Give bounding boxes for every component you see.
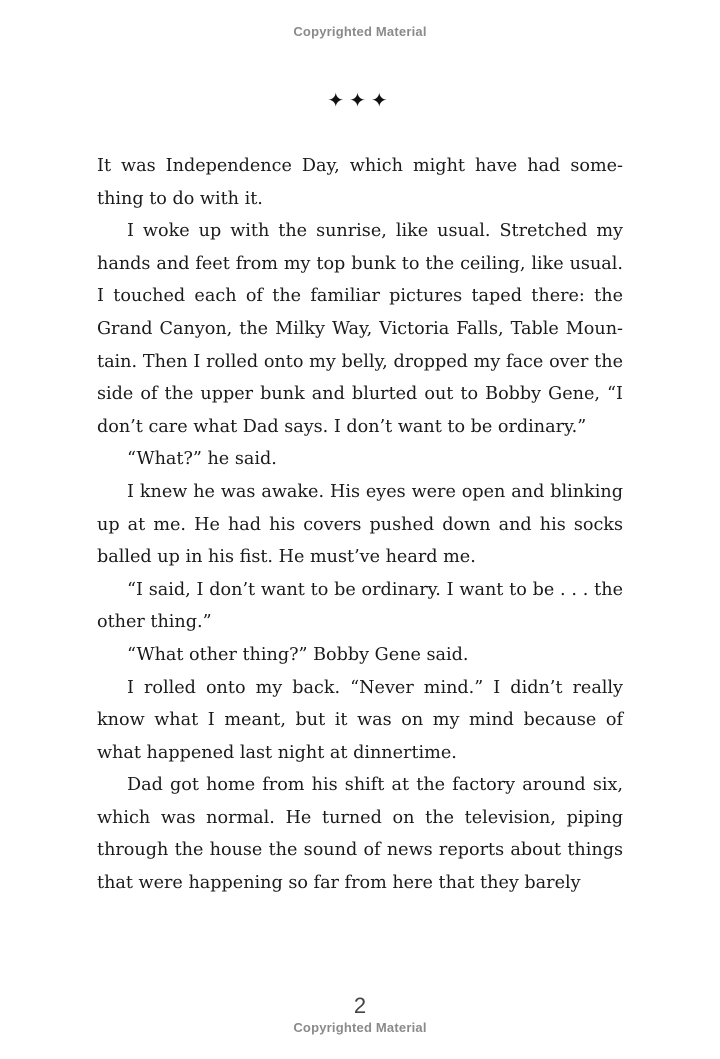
copyright-footer: Copyrighted Material — [293, 1020, 427, 1035]
paragraph: I rolled onto my back. “Never mind.” I didn’t really know what I meant, but it was on my mind because of what happened last night at dinnertime. — [97, 677, 623, 763]
paragraph: I knew he was awake. His eyes were open and blinking up at me. He had his covers pushed down and his socks balled up in his fist. He must’ve heard me. — [97, 481, 623, 568]
section-break-ornament: ✦✦✦ — [327, 88, 393, 112]
paragraph: “What?” he said. — [127, 449, 277, 470]
copyright-header: Copyrighted Material — [293, 24, 427, 39]
paragraph: “What other thing?” Bobby Gene said. — [127, 644, 469, 665]
paragraph: “I said, I don’t want to be ordinary. I want to be . . . the other thing.” — [97, 579, 623, 633]
page-number: 2 — [353, 993, 367, 1018]
paragraph: I woke up with the sunrise, like usual. Stretched my hands and feet from my top bunk to the ceiling, like usual. I touched each of the familiar pictures taped there: the Grand Canyon, the Milky Way, Victoria Falls, Table Mountain. Then I rolled onto my belly, dropped my face over the side of the upper bunk and blurted out to Bobby Gene, “I don’t care what Dad says. I don’t want to be ordinary.” — [97, 221, 623, 437]
paragraph: It was Independence Day, which might have had something to do with it. — [97, 156, 623, 209]
paragraph: Dad got home from his shift at the factory around six, which was normal. He turned on the television, piping through the house the sound of news reports about things that were happening so far from here that they barely — [97, 775, 623, 894]
body-text — [97, 150, 623, 900]
